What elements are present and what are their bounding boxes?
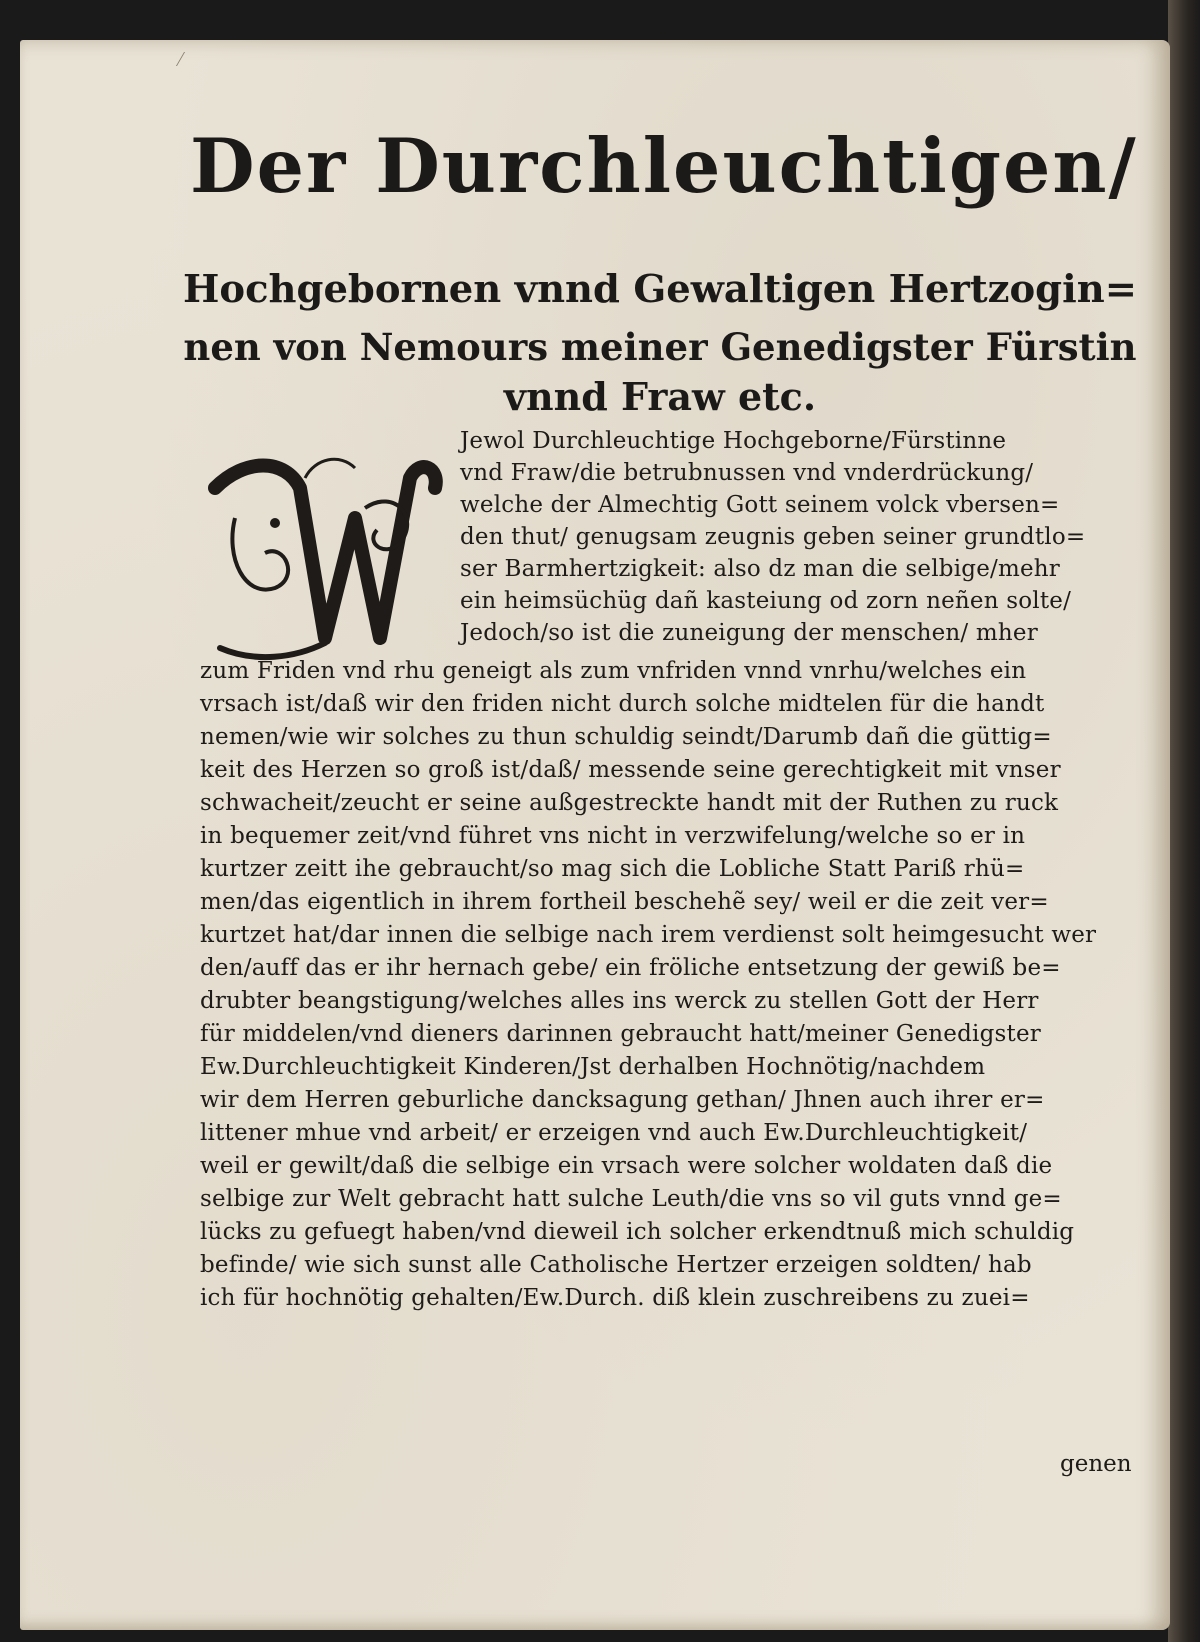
text-line: ein heimsüchüg dañ kasteiung od zorn neñen solte/ [460, 588, 1072, 614]
text-line: schwacheit/zeucht er seine außgestreckte handt mit der Ruthen zu ruck [200, 790, 1059, 816]
text-line: selbige zur Welt gebracht hatt sulche Leuth/die vns so vil guts vnnd ge= [200, 1186, 1062, 1212]
page-edge-shadow [1168, 0, 1200, 1642]
text-line: den/auff das er ihr hernach gebe/ ein fröliche entsetzung der gewiß be= [200, 955, 1061, 981]
text-line: vrsach ist/daß wir den friden nicht durch solche midtelen für die handt [200, 691, 1045, 717]
subtitle-line-1: Hochgebornen vnnd Gewaltigen Hertzogin= [183, 267, 1137, 312]
text-line: Jewol Durchleuchtige Hochgeborne/Fürstinne [460, 428, 1007, 454]
text-line: befinde/ wie sich sunst alle Catholische Hertzer erzeigen soldten/ hab [200, 1252, 1032, 1278]
text-line: für middelen/vnd dieners darinnen gebraucht hatt/meiner Genedigster [200, 1021, 1041, 1047]
text-line: in bequemer zeit/vnd führet vns nicht in verzwifelung/welche so er in [200, 823, 1026, 849]
text-line: vnd Fraw/die betrubnussen vnd vnderdrückung/ [460, 460, 1034, 486]
text-line: wir dem Herren geburliche dancksagung gethan/ Jhnen auch ihrer er= [200, 1087, 1045, 1113]
text-line: drubter beangstigung/welches alles ins werck zu stellen Gott der Herr [200, 988, 1039, 1014]
text-line: men/das eigentlich in ihrem fortheil beschehẽ sey/ weil er die zeit ver= [200, 889, 1049, 915]
text-line: den thut/ genugsam zeugnis geben seiner grundtlo= [460, 524, 1086, 550]
text-line: lücks zu gefuegt haben/vnd dieweil ich solcher erkendtnuß mich schuldig [200, 1219, 1075, 1245]
text-line: nemen/wie wir solches zu thun schuldig seindt/Darumb dañ die güttig= [200, 724, 1052, 750]
decorated-initial-w [205, 448, 445, 673]
dedication-title: Der Durchleuchtigen/ [190, 122, 1138, 210]
catchword: genen [1060, 1451, 1132, 1477]
initial-letter-ornament [205, 448, 445, 673]
text-line: ich für hochnötig gehalten/Ew.Durch. diß klein zuschreibens zu zuei= [200, 1285, 1030, 1311]
text-line: kurtzer zeitt ihe gebraucht/so mag sich die Lobliche Statt Pariß rhü= [200, 856, 1025, 882]
subtitle-line-2: nen von Nemours meiner Genedigster Fürstin [183, 325, 1137, 369]
text-line: littener mhue vnd arbeit/ er erzeigen vnd auch Ew.Durchleuchtigkeit/ [200, 1120, 1028, 1146]
text-line: zum Friden vnd rhu geneigt als zum vnfriden vnnd vnrhu/welches ein [200, 658, 1027, 684]
text-line: weil er gewilt/daß die selbige ein vrsach were solcher woldaten daß die [200, 1153, 1053, 1179]
text-line: kurtzet hat/dar innen die selbige nach irem verdienst solt heimgesucht wer [200, 922, 1097, 948]
text-line: ser Barmhertzigkeit: also dz man die selbige/mehr [460, 556, 1060, 582]
text-line: Ew.Durchleuchtigkeit Kinderen/Jst derhalben Hochnötig/nachdem [200, 1054, 986, 1080]
text-line: Jedoch/so ist die zuneigung der menschen/ mher [460, 620, 1038, 646]
text-line: keit des Herzen so groß ist/daß/ messende seine gerechtigkeit mit vnser [200, 757, 1061, 783]
text-line: welche der Almechtig Gott seinem volck vbersen= [460, 492, 1060, 518]
subtitle-line-3: vnnd Fraw etc. [503, 374, 817, 419]
